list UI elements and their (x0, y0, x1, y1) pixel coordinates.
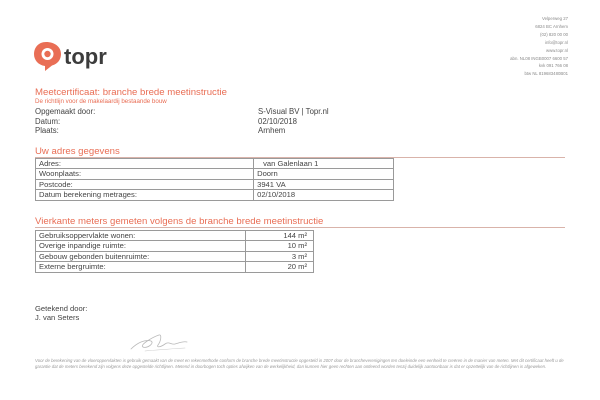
measurement-value: 10 m² (246, 241, 314, 251)
measurement-label: Externe bergruimte: (36, 262, 246, 272)
topr-logo (33, 40, 123, 72)
company-website: www.topr.nl (546, 47, 568, 53)
address-value: van Galenlaan 1 (254, 159, 394, 169)
table-row (36, 159, 394, 169)
company-email: info@topr.nl (545, 39, 568, 45)
speech-bubble-icon (33, 40, 123, 72)
signature-icon (125, 329, 200, 357)
certificate-subtitle: De richtlijn voor de makelaardij bestaande bouw (35, 98, 167, 105)
table-row (36, 190, 394, 200)
company-city: 6824 BC Arnhem (535, 23, 568, 29)
measurement-label: Overige inpandige ruimte: (36, 241, 246, 251)
company-details (510, 15, 568, 78)
address-heading: Uw adres gegevens (35, 146, 120, 157)
meta-label: Plaats: (35, 126, 59, 135)
meta-row (35, 107, 355, 117)
address-label: Postcode: (36, 179, 254, 189)
meta-row (35, 117, 355, 127)
measurement-value: 3 m² (246, 251, 314, 261)
meta-label: Datum: (35, 116, 61, 126)
company-iban: abn. NL08 INGB0007 6600 57 (510, 55, 568, 61)
table-row (36, 251, 314, 261)
certificate-title: Meetcertificaat: branche brede meetinstructie (35, 87, 227, 98)
table-row (36, 179, 394, 189)
company-vat: btw NL 819683480B01 (524, 71, 568, 77)
address-label: Adres: (36, 159, 254, 169)
address-value: 02/10/2018 (254, 190, 394, 200)
address-label: Woonplaats: (36, 169, 254, 179)
table-row (36, 169, 394, 179)
address-value: Doorn (254, 169, 394, 179)
company-kvk: kvk 091 766 08 (538, 63, 568, 69)
measurements-heading: Vierkante meters gemeten volgens de branche brede meetinstructie (35, 216, 324, 227)
measurement-label: Gebouw gebonden buitenruimte: (36, 251, 246, 261)
meta-value: Arnhem (258, 126, 286, 135)
table-row (36, 241, 314, 251)
meta-value: S-Visual BV | Topr.nl (258, 107, 329, 116)
company-address: Velperweg 27 (541, 16, 568, 21)
signed-by-label: Getekend door: (35, 304, 88, 313)
handwritten-signature (125, 329, 200, 357)
certificate-meta (35, 107, 355, 136)
address-label: Datum berekening metrages: (36, 190, 254, 200)
meta-row (35, 126, 355, 136)
measurements-divider (35, 227, 565, 228)
meta-label: Opgemaakt door: (35, 107, 96, 116)
company-phone: (02) 820 00 00 (540, 31, 568, 37)
address-table (35, 158, 394, 201)
measurement-label: Gebruiksoppervlakte wonen: (36, 231, 246, 241)
table-row (36, 262, 314, 272)
measurements-table (35, 230, 314, 273)
measurement-value: 20 m² (246, 262, 314, 272)
signer-name: J. van Seters (35, 313, 80, 323)
measurement-value: 144 m² (246, 231, 314, 241)
signature-block (35, 304, 87, 323)
address-value: 3941 VA (254, 179, 394, 189)
table-row (36, 231, 314, 241)
logo-wordmark: topr (64, 44, 107, 69)
meta-value: 02/10/2018 (258, 116, 298, 126)
disclaimer-text: Voor de berekening van de vloeroppervlakten is gebruik gemaakt van de meet en rekenmethode conform de branche brede meetinstructie opgesteld in 2007 door de brancheverenigingen ten doeleinde een eenheid te creëren in de manier van meten. Met dit certificaat heeft u de garantie dat de meters berekend zijn volgens deze opgestelde richtlijnen. Metend in doorbogen toch opties afwijken van de werkelijkheid, dan kunnen hier geen rechten aan ontleend worden tenzij duidelijk aantoonbaar is dat er opzettelijk van de richtlijnen is afgeweken. (35, 358, 564, 369)
